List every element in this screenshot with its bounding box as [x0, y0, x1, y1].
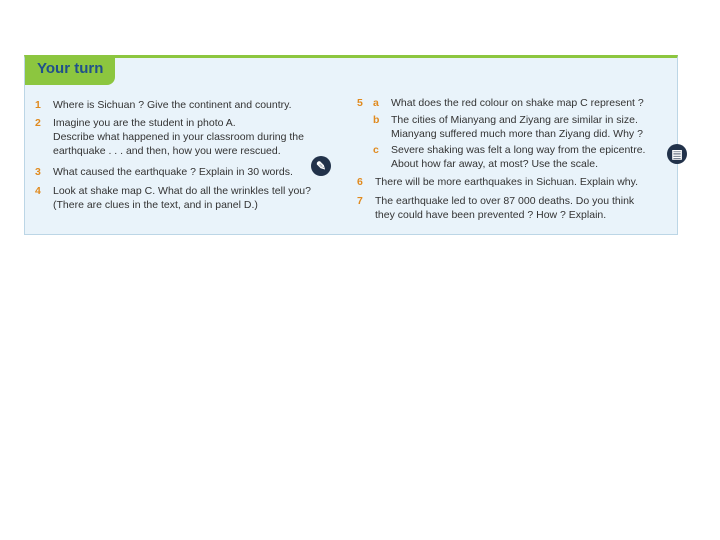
panel-title: Your turn [37, 60, 104, 77]
question-6: 6 There will be more earthquakes in Sichuan. Explain why. [357, 176, 639, 188]
notebook-icon: ▤ [667, 144, 687, 164]
your-turn-panel [24, 55, 683, 235]
question-5b: b The cities of Mianyang and Ziyang are similar in size. Mianyang suffered much more than Ziyang did. Why ? [373, 114, 643, 140]
question-5a: 5 a What does the red colour on shake map C represent ? [357, 97, 644, 109]
question-1: 1 Where is Sichuan ? Give the continent and country. [35, 99, 292, 111]
panel-title-tab [25, 55, 115, 85]
question-7: 7 The earthquake led to over 87 000 deaths. Do you think they could have been prevented ? How ? Explain. [357, 195, 635, 221]
question-5c: c Severe shaking was felt a long way from the epicentre. About how far away, at most? Use the scale. [373, 144, 646, 170]
question-3: 3 What caused the earthquake ? Explain in 30 words. [35, 166, 293, 178]
question-2: 2 Imagine you are the student in photo A. Describe what happened in your classroom during the earthquake . . . and then, how you were rescued. [35, 117, 304, 157]
pen-icon: ✎ [311, 156, 331, 176]
question-4: 4 Look at shake map C. What do all the wrinkles tell you? (There are clues in the text, and in panel D.) [35, 185, 311, 211]
